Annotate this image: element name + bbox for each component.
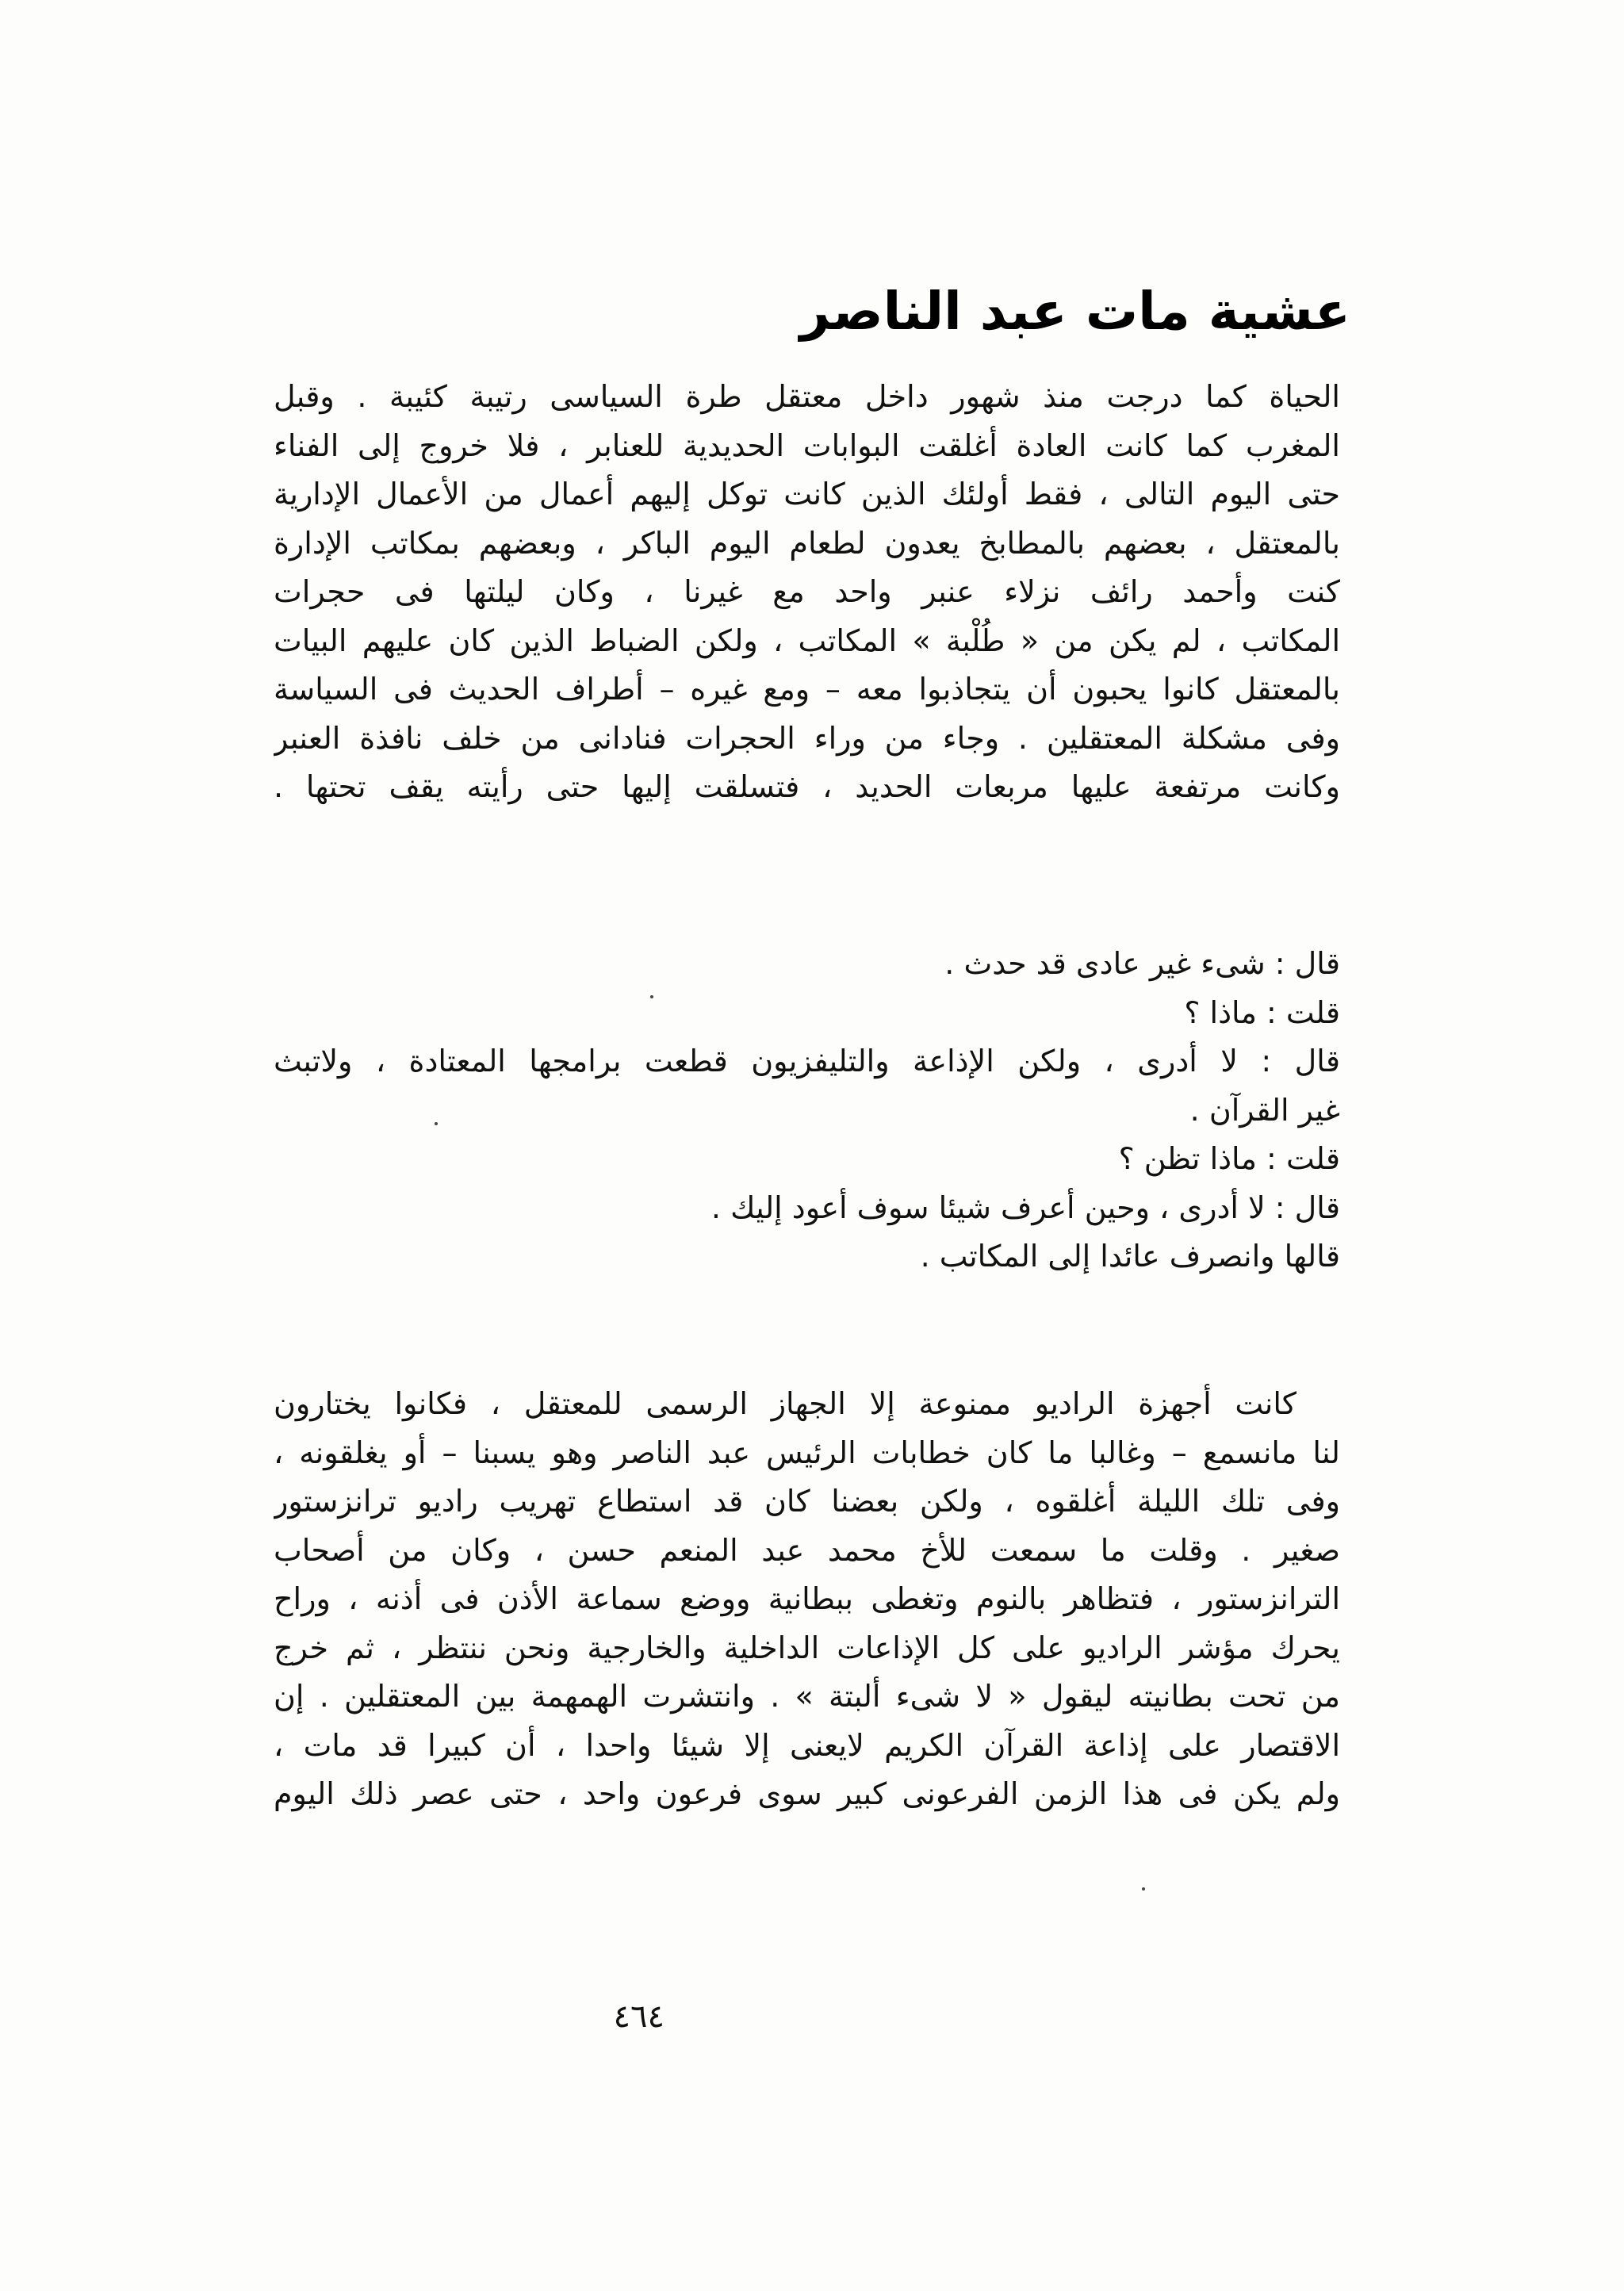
page-number: ٤٦٤ bbox=[613, 1998, 665, 2035]
text-line: حتى اليوم التالى ، فقط أولئك الذين كانت توكل إليهم أعمال من الأعمال الإدارية bbox=[274, 477, 1340, 511]
dialogue-line: قال : لا أدرى ، وحين أعرف شيئا سوف أعود إليك . bbox=[710, 1190, 1340, 1225]
text-line: الحياة كما درجت منذ شهور داخل معتقل طرة السياسى رتيبة كئيبة . وقبل bbox=[274, 379, 1340, 414]
text-line: المكاتب ، لم يكن من « طُلْبة » المكاتب ، ولكن الضباط الذين كان عليهم البيات bbox=[274, 623, 1340, 658]
text-line: صغير . وقلت ما سمعت للأخ محمد عبد المنعم حسن ، وكان من أصحاب bbox=[274, 1532, 1340, 1568]
dialogue-line: قال : شىء غير عادى قد حدث . bbox=[944, 946, 1340, 981]
text-line: كانت أجهزة الراديو ممنوعة إلا الجهاز الرسمى للمعتقل ، فكانوا يختارون bbox=[274, 1386, 1297, 1421]
paragraph-1 bbox=[274, 373, 1340, 812]
dialogue-line: قال : لا أدرى ، ولكن الإذاعة والتليفزيون قطعت برامجها المعتادة ، ولاتبث bbox=[274, 1044, 1340, 1078]
text-line: وكانت مرتفعة عليها مربعات الحديد ، فتسلقت إليها حتى رأيته يقف تحتها . bbox=[274, 769, 1340, 804]
scan-speck bbox=[435, 1122, 438, 1125]
text-line: الترانزستور ، فتظاهر بالنوم وتغطى ببطانية ووضع سماعة الأذن فى أذنه ، وراح bbox=[274, 1581, 1340, 1616]
text-line: من تحت بطانيته ليقول « لا شىء ألبتة » . وانتشرت الهمهمة بين المعتقلين . إن bbox=[274, 1679, 1340, 1714]
dialogue-block bbox=[274, 940, 1340, 1282]
scan-speck bbox=[1142, 1887, 1145, 1891]
text-line: المغرب كما كانت العادة أغلقت البوابات الحديدية للعنابر ، فلا خروج إلى الفناء bbox=[274, 427, 1340, 463]
text-line: كنت وأحمد رائف نزلاء عنبر واحد مع غيرنا ، وكان ليلتها فى حجرات bbox=[274, 574, 1340, 609]
dialogue-line: غير القرآن . bbox=[1189, 1092, 1340, 1128]
dialogue-line: قلت : ماذا ؟ bbox=[1184, 994, 1340, 1030]
text-line: وفى تلك الليلة أغلقوه ، ولكن بعضنا كان قد استطاع تهريب راديو ترانزستور bbox=[274, 1484, 1340, 1519]
scan-speck bbox=[650, 995, 653, 998]
dialogue-line: قالها وانصرف عائدا إلى المكاتب . bbox=[920, 1239, 1340, 1274]
dialogue-line: قلت : ماذا تظن ؟ bbox=[1118, 1141, 1340, 1176]
text-line: بالمعتقل ، بعضهم بالمطابخ يعدون لطعام اليوم الباكر ، وبعضهم بمكاتب الإدارة bbox=[274, 525, 1340, 561]
text-line: لنا مانسمع – وغالبا ما كان خطابات الرئيس عبد الناصر وهو يسبنا – أو يغلقونه ، bbox=[274, 1435, 1340, 1470]
text-line: يحرك مؤشر الراديو على كل الإذاعات الداخلية والخارجية ونحن ننتظر ، ثم خرج bbox=[274, 1630, 1340, 1665]
paragraph-2 bbox=[274, 1380, 1340, 1819]
text-line: ولم يكن فى هذا الزمن الفرعونى كبير سوى فرعون واحد ، حتى عصر ذلك اليوم bbox=[274, 1776, 1340, 1811]
text-line: وفى مشكلة المعتقلين . وجاء من وراء الحجرات فنادانى من خلف نافذة العنبر bbox=[274, 720, 1340, 756]
text-line: بالمعتقل كانوا يحبون أن يتجاذبوا معه – ومع غيره – أطراف الحديث فى السياسة bbox=[274, 672, 1340, 707]
text-line: الاقتصار على إذاعة القرآن الكريم لايعنى إلا شيئا واحدا ، أن كبيرا قد مات ، bbox=[274, 1727, 1340, 1763]
page-title: عشية مات عبد الناصر bbox=[799, 281, 1350, 342]
